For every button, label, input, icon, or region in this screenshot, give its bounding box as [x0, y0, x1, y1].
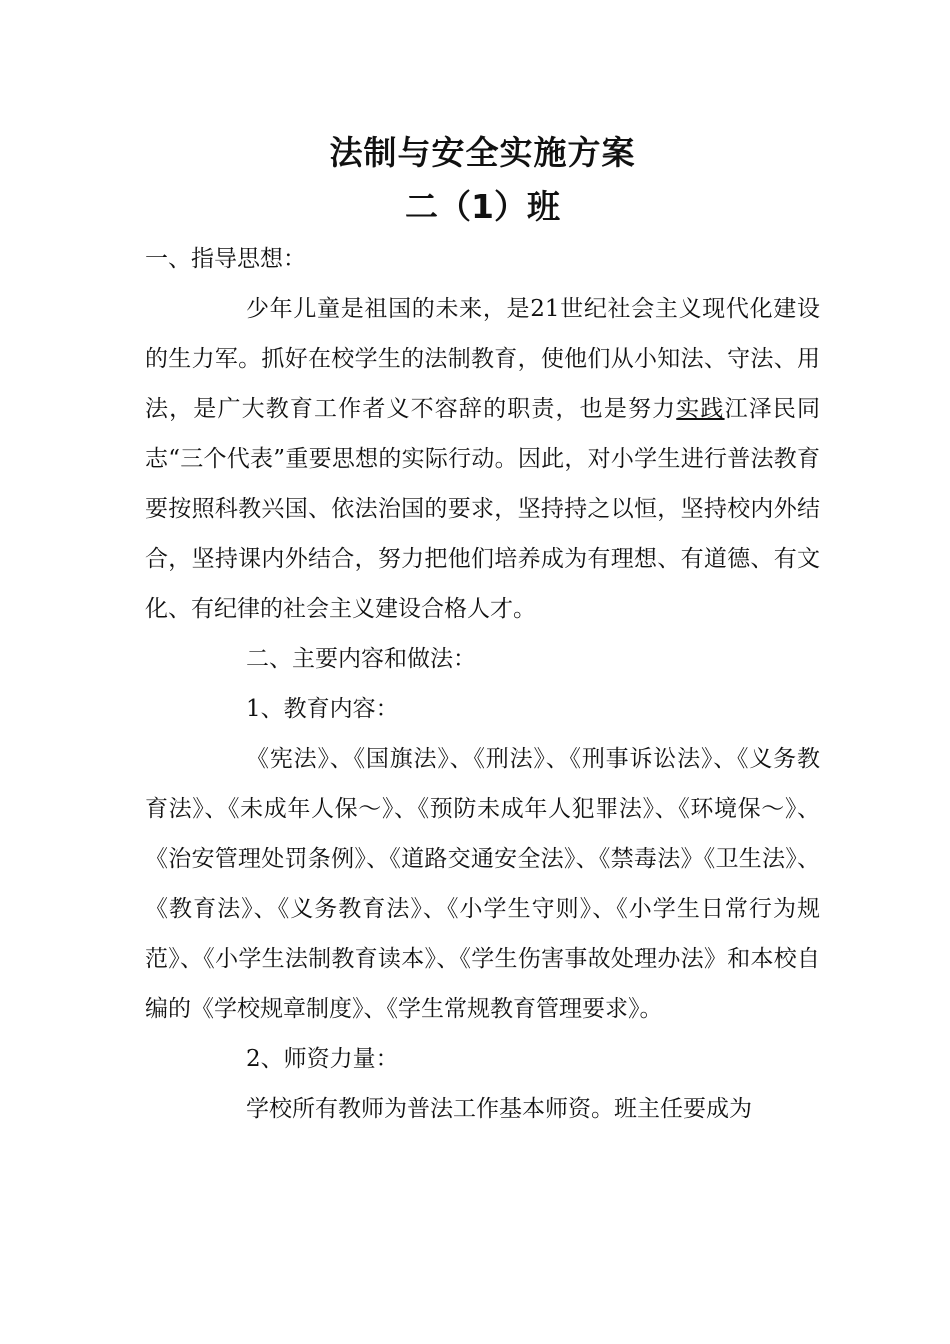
paragraph-guiding-thought	[145, 284, 820, 634]
section-heading-content: 二、主要内容和做法：	[246, 646, 476, 672]
document-subtitle: 二（1）班	[405, 187, 560, 226]
paragraph-text: 江泽民同志“三个代表”重要思想的实际行动。因此，对小学生进行普法教育要按照科教兴国、依法治国的要求，坚持持之以恒，坚持校内外结合，坚持课内外结合，努力把他们培养成为有理想、有道德、有文化、有纪律的社会主义建设合格人才。	[145, 396, 821, 622]
underlined-text: 实践	[676, 396, 725, 422]
paragraph-law-list: 《宪法》、《国旗法》、《刑法》、《刑事诉讼法》、《义务教育法》、《未成年人保～》、《预防未成年人犯罪法》、《环境保～》、《治安管理处罚条例》、《道路交通安全法》、《禁毒法》《卫生法》、《教育法》、《义务教育法》、《小学生守则》、《小学生日常行为规范》、《小学生法制教育读本》、《学生伤害事故处理办法》和本校自编的《学校规章制度》、《学生常规教育管理要求》。	[145, 746, 820, 1022]
subsection-heading-teachers: 2、师资力量：	[246, 1046, 399, 1072]
paragraph-teachers: 学校所有教师为普法工作基本师资。班主任要成为	[246, 1096, 752, 1122]
section-heading-guiding-thought: 一、指导思想：	[145, 246, 306, 272]
document-title: 法制与安全实施方案	[329, 133, 636, 172]
subsection-heading-education-content: 1、教育内容：	[246, 696, 399, 722]
paragraph-text: 少年儿童是祖国的未来，是21世纪社会主义现代化建设的生力军。抓好在校学生的法制教育，使他们从小知法、守法、用法，是广大教育工作者义不容辞的职责，也是努力	[145, 296, 820, 422]
